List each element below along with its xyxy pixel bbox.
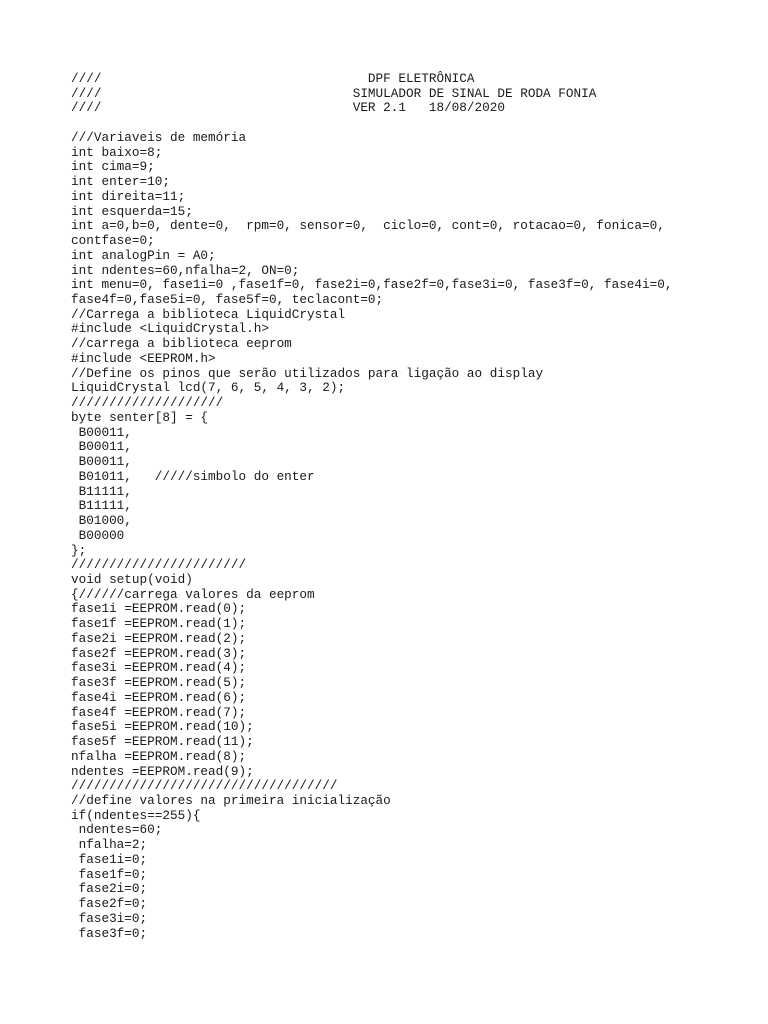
code-line: B01000, [71,513,132,529]
code-line: //carrega a biblioteca eeprom [71,336,292,352]
code-line: int cima=9; [71,159,155,175]
code-line: {//////carrega valores da eeprom [71,586,315,602]
code-line: fase2f=0; [71,896,148,912]
code-line: //Carrega a biblioteca LiquidCrystal [71,306,346,322]
code-line: int enter=10; [71,174,170,190]
code-line: B00011, [71,454,132,470]
code-line: //define valores na primeira inicialização [71,792,391,808]
code-line: fase1f =EEPROM.read(1); [71,616,247,632]
code-line: fase4f =EEPROM.read(7); [71,704,247,720]
code-line: #include <EEPROM.h> [71,350,216,366]
code-line: fase5f =EEPROM.read(11); [71,734,254,750]
code-line: void setup(void) [71,571,193,587]
code-line: //// DPF ELETRÔNICA [71,71,475,86]
code-line: fase3f =EEPROM.read(5); [71,675,247,691]
code-line: fase4i =EEPROM.read(6); [71,689,247,705]
code-line: int a=0,b=0, dente=0, rpm=0, sensor=0, ciclo=0, cont=0, rotacao=0, fonica=0, [71,218,665,234]
code-line: B00011, [71,439,132,455]
code-line: contfase=0; [71,233,155,249]
code-line: //Define os pinos que serão utilizados para ligação ao display [71,365,544,381]
code-line: fase1i=0; [71,851,148,867]
code-line: fase2i=0; [71,881,148,897]
code-line: int esquerda=15; [71,203,193,219]
code-line: ndentes=60; [71,822,163,838]
code-line: B00011, [71,424,132,440]
code-line: fase5i =EEPROM.read(10); [71,719,254,735]
code-line: byte senter[8] = { [71,409,209,425]
code-line: if(ndentes==255){ [71,807,201,823]
code-line: /////////////////////////////////// [71,778,338,794]
code-line: fase3i =EEPROM.read(4); [71,660,247,676]
code-line: int menu=0, fase1i=0 ,fase1f=0, fase2i=0,fase2f=0,fase3i=0, fase3f=0, fase4i=0, [71,277,673,293]
code-line: fase4f=0,fase5i=0, fase5f=0, teclacont=0; [71,292,384,308]
code-line: }; [71,542,87,558]
code-line: ///Variaveis de memória [71,129,247,145]
code-line: LiquidCrystal lcd(7, 6, 5, 4, 3, 2); [71,380,346,396]
code-line: B11111, [71,498,132,514]
code-line: int ndentes=60,nfalha=2, ON=0; [71,262,300,278]
code-line: fase1i =EEPROM.read(0); [71,601,247,617]
code-line: fase2i =EEPROM.read(2); [71,630,247,646]
code-line [71,116,673,131]
code-line: int analogPin = A0; [71,247,216,263]
code-line: ndentes =EEPROM.read(9); [71,763,254,779]
code-line: #include <LiquidCrystal.h> [71,321,269,337]
code-line: int baixo=8; [71,144,163,160]
code-line: B01011, /////simbolo do enter [71,468,315,484]
code-line: B00000 [71,527,125,543]
code-line: fase1f=0; [71,866,148,882]
source-code-listing [71,72,673,941]
code-line: //// VER 2.1 18/08/2020 [71,100,505,116]
code-line: //////////////////// [71,395,224,411]
code-line: nfalha =EEPROM.read(8); [71,748,247,764]
code-line: fase2f =EEPROM.read(3); [71,645,247,661]
code-line: //// SIMULADOR DE SINAL DE RODA FONIA [71,85,597,101]
code-line: fase3i=0; [71,910,148,926]
code-line: int direita=11; [71,188,186,204]
code-line: nfalha=2; [71,837,148,853]
code-line: /////////////////////// [71,557,247,573]
code-line: fase3f=0; [71,925,148,941]
code-line: B11111, [71,483,132,499]
